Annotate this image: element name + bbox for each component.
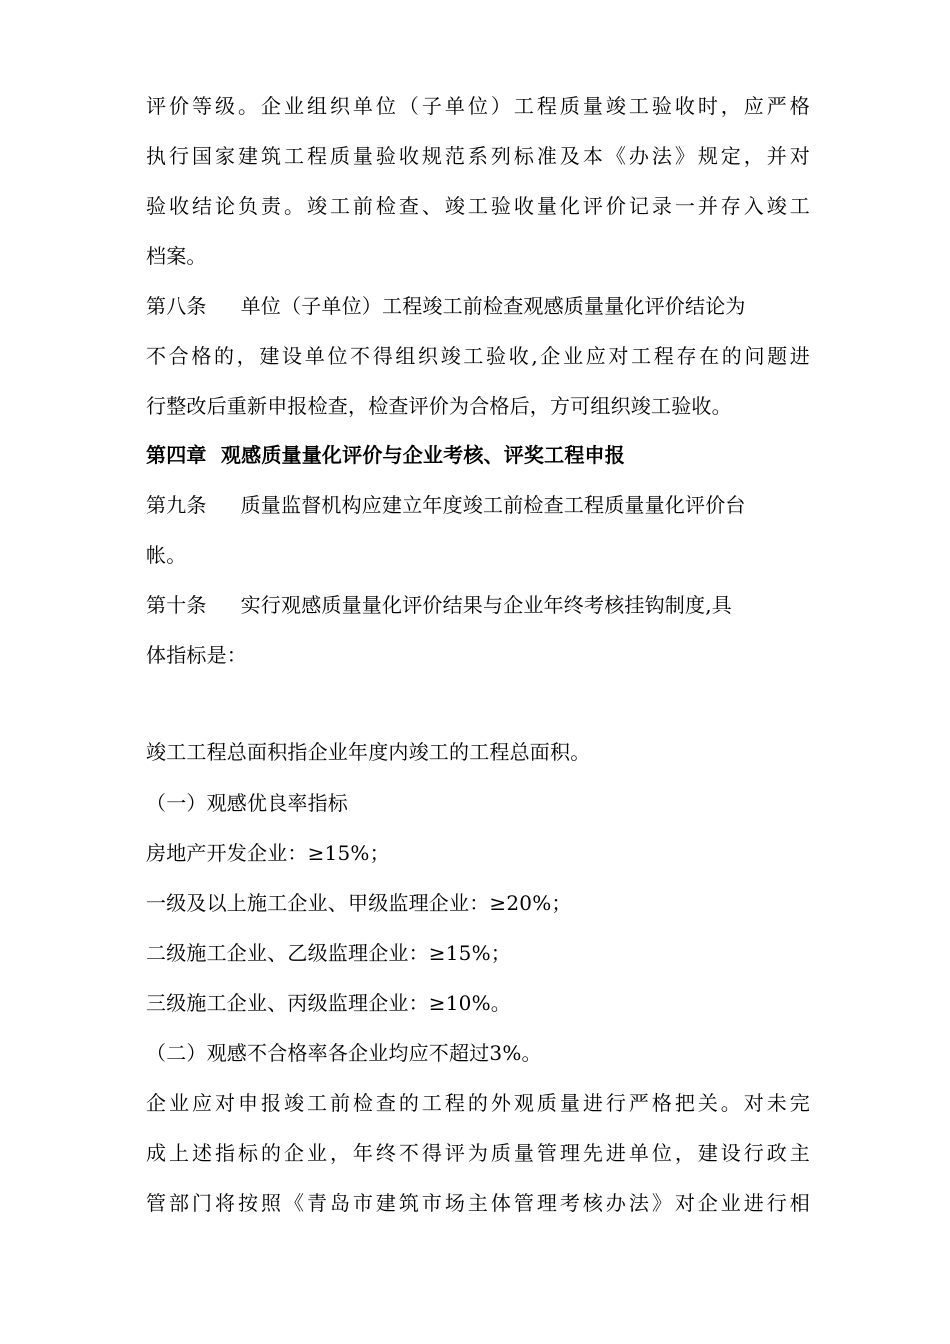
item1-heading: （一）观感优良率指标 <box>146 791 348 815</box>
final-para-line-2: 成上述指标的企业，年终不得评为质量管理先进单位，建设行政主 <box>146 1141 810 1165</box>
article9-label: 第九条 <box>146 493 207 517</box>
article8-line-1 <box>146 292 810 320</box>
item1-list-item-3: 二级施工企业、乙级监理企业：≥15%； <box>146 941 512 965</box>
para1-line-4: 档案。 <box>146 244 207 268</box>
article9-text-1: 质量监督机构应建立年度竣工前检查工程质量量化评价台 <box>240 493 746 517</box>
area-note: 竣工工程总面积指企业年度内竣工的工程总面积。 <box>146 740 591 764</box>
article10-line-2: 体指标是： <box>146 643 247 667</box>
item1-list-item-1: 房地产开发企业：≥15%； <box>146 841 390 865</box>
article8-line-3: 行整改后重新申报检查，检查评价为合格后，方可组织竣工验收。 <box>146 394 732 418</box>
article10-text-1: 实行观感质量量化评价结果与企业年终考核挂钩制度,具 <box>240 593 732 617</box>
final-para-line-3: 管部门将按照《青岛市建筑市场主体管理考核办法》对企业进行相 <box>146 1191 810 1215</box>
article9-line-2: 帐。 <box>146 543 187 567</box>
para1-line-1: 评价等级。企业组织单位（子单位）工程质量竣工验收时，应严格 <box>146 94 810 118</box>
article8-label: 第八条 <box>146 294 207 318</box>
article9-line-1 <box>146 491 810 519</box>
item1-list-item-2: 一级及以上施工企业、甲级监理企业：≥20%； <box>146 891 572 915</box>
para1-line-3: 验收结论负责。竣工前检查、竣工验收量化评价记录一并存入竣工 <box>146 194 810 218</box>
item1-list-item-4: 三级施工企业、丙级监理企业：≥10%。 <box>146 991 512 1015</box>
para1-line-2: 执行国家建筑工程质量验收规范系列标准及本《办法》规定，并对 <box>146 144 810 168</box>
item2: （二）观感不合格率各企业均应不超过3%。 <box>146 1041 542 1065</box>
article10-label: 第十条 <box>146 593 207 617</box>
article8-line-2: 不合格的，建设单位不得组织竣工验收,企业应对工程存在的问题进 <box>146 344 810 368</box>
article8-text-1: 单位（子单位）工程竣工前检查观感质量量化评价结论为 <box>240 294 746 318</box>
final-para-line-1: 企业应对申报竣工前检查的工程的外观质量进行严格把关。对未完 <box>146 1091 810 1115</box>
article10-line-1 <box>146 591 810 619</box>
chapter4-heading: 第四章 观感质量量化评价与企业考核、评奖工程申报 <box>146 443 625 467</box>
